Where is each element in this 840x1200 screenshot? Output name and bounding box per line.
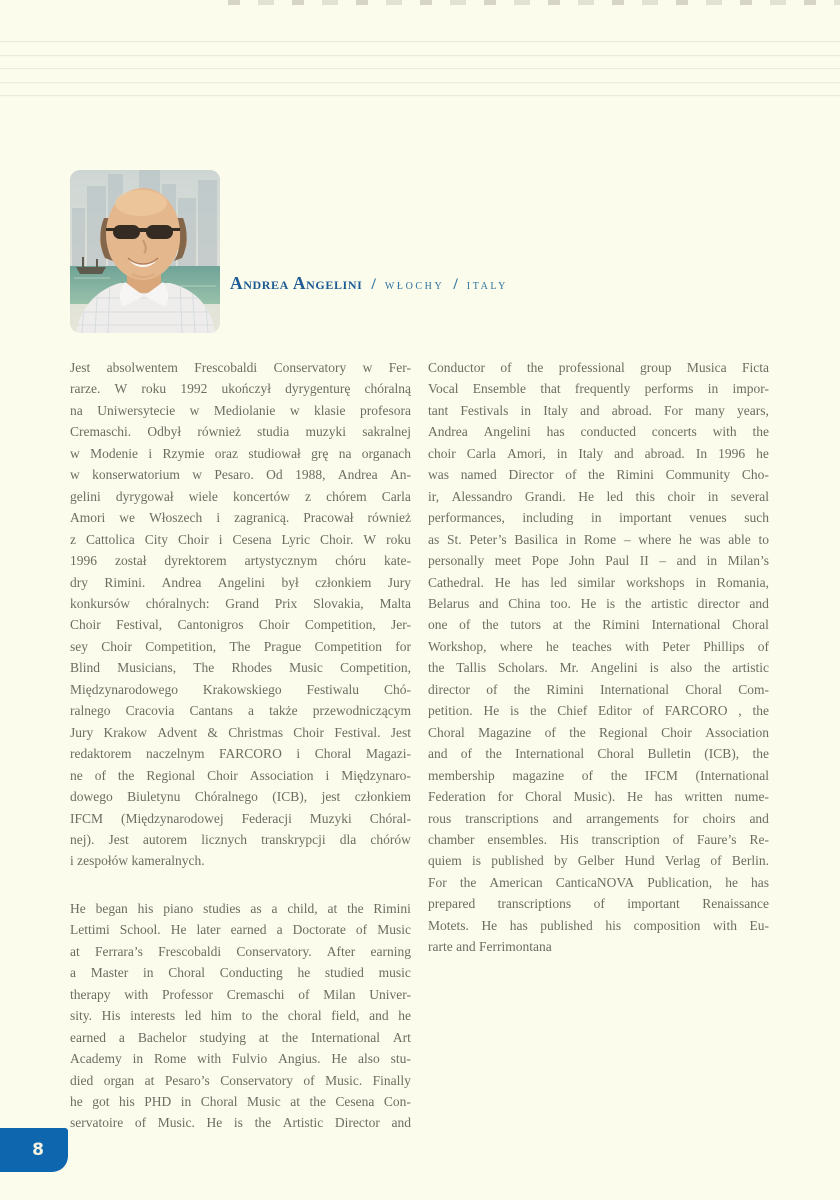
text-line: choir Carla Amori, in Italy and abroad. In 1996 he: [428, 445, 769, 461]
portrait-photo-illustration: [70, 170, 220, 333]
text-line: Workshop, where he teaches with Peter Phillips of: [428, 638, 769, 654]
text-line: Academy in Rome with Fulvio Angius. He also stu-: [70, 1051, 411, 1067]
text-line: 1996 został dyrektorem artystycznym chóru kate-: [70, 553, 411, 569]
text-line: died organ at Pesaro’s Conservatory of Music. Finally: [70, 1072, 411, 1088]
text-line: rous transcriptions and arrangements for choirs and: [428, 810, 769, 826]
text-line: Jest absolwentem Frescobaldi Conservatory w Fer-: [70, 360, 411, 375]
text-line: performances, including in important venues such: [428, 510, 769, 526]
text-line: IFCM (Międzynarodowej Federacji Muzyki Chóral-: [70, 810, 411, 826]
text-line: therapy with Professor Cremaschi of Milan Univer-: [70, 986, 411, 1002]
text-line: nej). Jest autorem licznych transkrypcji dla chórów: [70, 831, 411, 847]
bio-paragraph-pl: [70, 357, 411, 872]
text-line: Andrea Angelini has conducted concerts with the: [428, 424, 769, 440]
person-name: Andrea Angelini: [230, 273, 363, 293]
text-line: tant Festivals in Italy and abroad. For many years,: [428, 402, 769, 418]
text-line: earned a Bachelor studying at the International Art: [70, 1029, 411, 1045]
staff-line: [0, 41, 840, 43]
text-line: ralnego Cracovia Cantans a także przewodniczącym: [70, 703, 411, 719]
text-line: For the American CanticaNOVA Publication, he has: [428, 874, 769, 890]
text-line: sity. His interests led him to the choral field, and he: [70, 1008, 411, 1024]
text-line: ir, Alessandro Grandi. He led this choir in several: [428, 488, 769, 504]
text-line: w konserwatorium w Pesaro. Od 1988, Andrea An-: [70, 467, 411, 483]
text-line: Międzynarodowego Krakowskiego Festiwalu Chó-: [70, 681, 411, 697]
text-line: Lettimi School. He later earned a Doctorate of Music: [70, 922, 411, 938]
country-label-en: italy: [466, 277, 508, 293]
portrait-photo: [70, 170, 220, 333]
text-line: Blind Musicians, The Rhodes Music Competition,: [70, 660, 411, 676]
text-line: a Master in Choral Conducting he studied music: [70, 965, 411, 981]
separator-slash: /: [453, 276, 458, 293]
bio-paragraph-en-2: [428, 357, 769, 958]
staff-line: [0, 82, 840, 84]
text-line: redaktorem naczelnym FARCORO i Choral Magazi-: [70, 746, 411, 762]
text-line: gelini dyrygował wiele koncertów z chórem Carla: [70, 488, 411, 504]
text-line: Amori we Włoszech i zagranicą. Pracował również: [70, 510, 411, 526]
text-line: He began his piano studies as a child, at the Rimini: [70, 900, 411, 916]
text-line: servatoire of Music. He is the Artistic Director and: [70, 1115, 411, 1131]
staff-line: [0, 68, 840, 70]
text-line: ne of the Regional Choir Association i Międzynaro-: [70, 767, 411, 783]
text-line: membership magazine of the IFCM (International: [428, 767, 769, 783]
text-line: dry Rimini. Andrea Angelini był członkiem Jury: [70, 574, 411, 590]
staff-line: [0, 95, 840, 97]
separator-slash: /: [371, 276, 376, 293]
text-line: Motets. He has published his composition with Eu-: [428, 917, 769, 933]
text-line: w Modenie i Rzymie oraz studiował grę na organach: [70, 445, 411, 461]
text-line: petition. He is the Chief Editor of FARCORO , the: [428, 703, 769, 719]
decorative-staff-lines: [0, 41, 840, 109]
text-line: the Tallis Scholars. Mr. Angelini is also the artistic: [428, 660, 769, 676]
text-line: he got his PHD in Choral Music at the Cesena Con-: [70, 1093, 411, 1109]
page-number-tab: [0, 1128, 68, 1172]
text-line: i zespołów kameralnych.: [70, 853, 205, 869]
text-line: director of the Rimini International Choral Com-: [428, 681, 769, 697]
text-line: dowego Biuletynu Chóralnego (ICB), jest członkiem: [70, 789, 411, 805]
text-line: chamber ensembles. His transcription of Faure’s Re-: [428, 831, 769, 847]
text-line: was named Director of the Rimini Community Cho-: [428, 467, 769, 483]
text-line: konkursów chóralnych: Grand Prix Slovakia, Malta: [70, 595, 411, 611]
text-line: Belarus and China too. He is the artistic director and: [428, 595, 769, 611]
text-line: Choral Magazine of the Regional Choir Association: [428, 724, 769, 740]
text-line: na Uniwersytecie w Mediolanie w klasie profesora: [70, 402, 411, 418]
text-line: personally meet Pope John Paul II – and in Milan’s: [428, 553, 769, 569]
text-line: rarze. W roku 1992 ukończył dyrygenturę chóralną: [70, 381, 411, 397]
text-line: and of the International Choral Bulletin (ICB), the: [428, 746, 769, 762]
text-line: sey Choir Competition, The Prague Competition for: [70, 638, 411, 654]
text-line: Choir Festival, Cantonigros Choir Competition, Jer-: [70, 617, 411, 633]
text-line: Cremaschi. Odbył również studia muzyki sakralnej: [70, 424, 411, 440]
text-line: Vocal Ensemble that frequently performs in impor-: [428, 381, 769, 397]
page-number: 8: [32, 1140, 44, 1160]
bio-column-right: [428, 357, 769, 958]
text-line: one of the tutors at the Rimini International Choral: [428, 617, 769, 633]
text-line: Conductor of the professional group Musica Ficta: [428, 360, 769, 375]
bio-column-left: [70, 357, 411, 1134]
text-line: prepared transcriptions of important Renaissance: [428, 896, 769, 912]
person-heading: [230, 273, 508, 294]
text-line: at Ferrara’s Frescobaldi Conservatory. After earning: [70, 943, 411, 959]
cropped-text-remnant: [228, 0, 840, 5]
text-line: quiem is published by Gelber Hund Verlag of Berlin.: [428, 853, 769, 869]
bio-paragraph-en-1: [70, 898, 411, 1134]
text-line: Jury Krakow Advent & Christmas Choir Festival. Jest: [70, 724, 411, 740]
text-line: rarte and Ferrimontana: [428, 939, 552, 955]
text-line: z Cattolica City Choir i Cesena Lyric Choir. W roku: [70, 531, 411, 547]
staff-line: [0, 55, 840, 57]
text-line: Federation for Choral Music). He has written nume-: [428, 789, 769, 805]
country-label-pl: włochy: [384, 277, 445, 293]
text-line: as St. Peter’s Basilica in Rome – where he was able to: [428, 531, 769, 547]
text-line: Cathedral. He has led similar workshops in Romania,: [428, 574, 769, 590]
